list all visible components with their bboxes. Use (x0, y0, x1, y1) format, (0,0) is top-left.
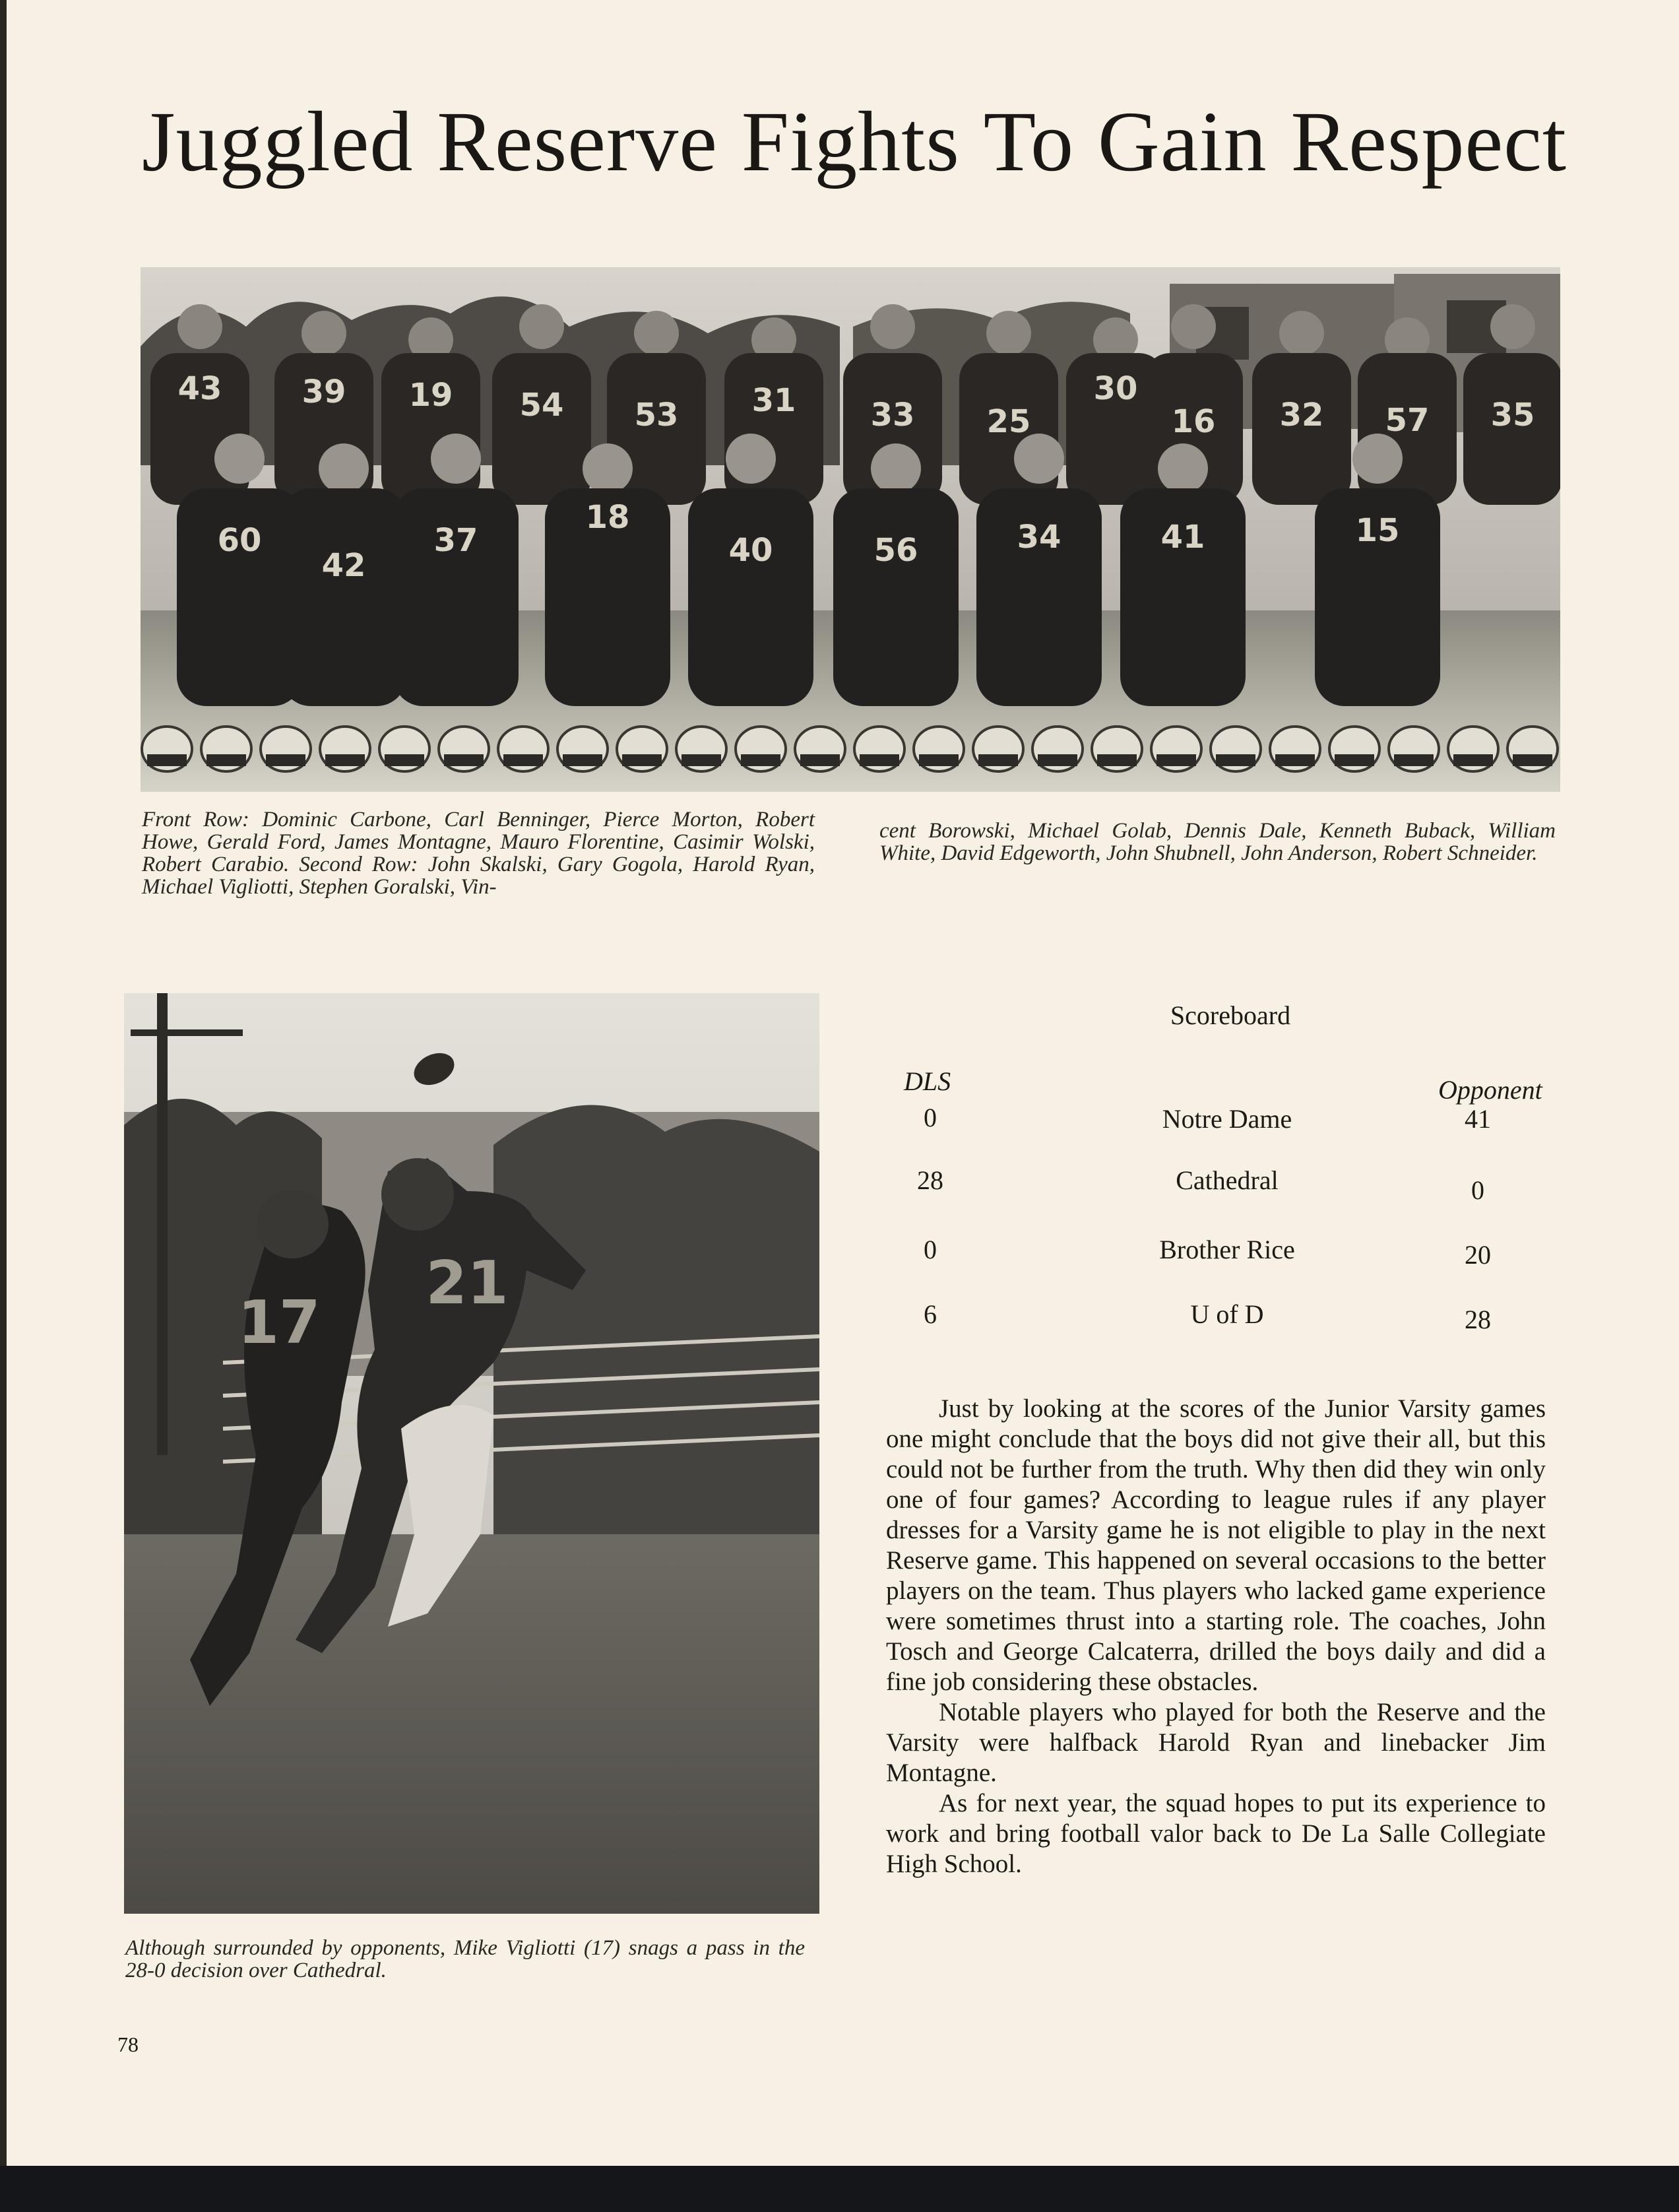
title-word: Gain (1097, 94, 1267, 189)
helmet-facemask (1513, 754, 1552, 766)
jersey-number: 41 (1160, 519, 1205, 556)
player-head (301, 311, 346, 356)
jersey-number: 31 (751, 382, 796, 419)
team-photo (141, 267, 1560, 792)
article-paragraph: Just by looking at the scores of the Junior Varsity games one might conclude that the boys did not give their all, but this could not be further from the truth. Why then did they win only one of four games? According to league rules if any player dresses for a Varsity game he is not eligible to play in the next Reserve game. This happened on several occasions to the better players on the team. Thus players who lacked game experience were sometimes thrust into a starting role. The coaches, John Tosch and George Calcaterra, drilled the boys daily and did a fine job considering these obstacles. (886, 1394, 1546, 1696)
opponent-team: Notre Dame (1162, 1104, 1292, 1134)
jersey-number: 15 (1355, 512, 1400, 549)
score-row (877, 1234, 1570, 1274)
jersey-number: 40 (728, 532, 773, 569)
jersey-number: 56 (873, 532, 918, 569)
title-word: To (983, 94, 1075, 189)
jersey-number: 18 (585, 499, 630, 536)
jersey-number: 54 (519, 387, 564, 424)
jersey-number: 33 (870, 397, 915, 434)
dls-score: 0 (924, 1103, 937, 1132)
jersey-number: 53 (634, 397, 679, 434)
opponent-score: 0 (1471, 1175, 1484, 1205)
player-head (1352, 434, 1403, 484)
helmet-facemask (1038, 754, 1077, 766)
helmet-facemask (978, 754, 1018, 766)
player-body (833, 488, 959, 706)
player-body (688, 488, 813, 706)
jersey-number: 19 (408, 377, 453, 414)
helmet-facemask (266, 754, 305, 766)
player-body (393, 488, 519, 706)
helmet-facemask (1156, 754, 1196, 766)
jersey-number: 30 (1093, 370, 1138, 407)
opponent-team: U of D (1190, 1299, 1264, 1329)
article-paragraph: Notable players who played for both the Reserve and the Varsity were halfback Harold Ryan and linebacker Jim Montagne. (886, 1698, 1546, 1787)
scoreboard-opponent-header: Opponent (1438, 1075, 1542, 1105)
helmet-facemask (563, 754, 602, 766)
player-head (726, 434, 776, 484)
team-caption-right: cent Borowski, Michael Golab, Dennis Dale, Kenneth Buback, William White, David Edgeworth, John Shubnell, John Anderson, Robert Schneider. (879, 819, 1556, 865)
team-caption-left: Front Row: Dominic Carbone, Carl Benninger, Pierce Morton, Robert Howe, Gerald Ford, James Montagne, Mauro Florentine, Casimir Wolski, Robert Carabio. Second Row: John Skalski, Gary Gogola, Harold Ryan, Michael Vigliotti, Stephen Goralski, Vin- (142, 808, 815, 899)
opponent-score: 28 (1465, 1305, 1491, 1334)
score-row (877, 1102, 1570, 1142)
title-word: Fights (741, 94, 960, 189)
scan-edge-left (0, 0, 7, 2212)
jersey-number: 35 (1490, 397, 1535, 434)
opponent-score: 41 (1465, 1104, 1491, 1134)
jersey-number: 21 (426, 1249, 509, 1318)
helmet-facemask (325, 754, 365, 766)
helmet-facemask (800, 754, 840, 766)
dls-score: 6 (924, 1299, 937, 1329)
jersey-number: 39 (301, 374, 346, 410)
jersey-number: 25 (986, 403, 1031, 440)
title-word: Juggled (142, 94, 414, 189)
dls-score: 0 (924, 1235, 937, 1264)
player-head (1158, 443, 1208, 494)
helmet-facemask (385, 754, 424, 766)
jersey-number: 42 (321, 547, 366, 584)
jersey-number: 16 (1171, 403, 1216, 440)
player-head (177, 304, 222, 349)
scan-edge-bottom (0, 2166, 1679, 2212)
helmet-facemask (1453, 754, 1493, 766)
scoreboard-dls-header: DLS (904, 1066, 951, 1096)
jersey-number: 17 (238, 1288, 321, 1357)
helmet-facemask (919, 754, 959, 766)
helmet-facemask (860, 754, 899, 766)
jersey-number: 60 (217, 522, 262, 559)
opponent-score: 20 (1465, 1240, 1491, 1270)
helmet-facemask (503, 754, 543, 766)
player-head (634, 311, 679, 356)
player-body (281, 488, 406, 706)
jersey-number: 43 (177, 370, 222, 407)
page-number: 78 (117, 2033, 139, 2056)
player-head (1171, 304, 1216, 349)
helmet-facemask (1216, 754, 1255, 766)
helmet-facemask (1097, 754, 1137, 766)
player-head (1014, 434, 1064, 484)
helmet-facemask (741, 754, 780, 766)
jersey-number: 37 (433, 522, 478, 559)
dls-score: 28 (917, 1165, 943, 1195)
player-head (986, 311, 1031, 356)
player-head (871, 443, 921, 494)
helmet-facemask (444, 754, 484, 766)
jersey-number: 34 (1017, 519, 1061, 556)
helmet-facemask (622, 754, 662, 766)
score-row (877, 1299, 1570, 1338)
scoreboard-title: Scoreboard (1170, 1000, 1291, 1030)
page-title (142, 86, 1567, 198)
score-row (877, 1165, 1570, 1204)
player-head (431, 434, 481, 484)
helmet-facemask (147, 754, 187, 766)
helmet-facemask (1275, 754, 1315, 766)
player-body (381, 353, 480, 505)
player-head (214, 434, 265, 484)
helmet-facemask (1335, 754, 1374, 766)
player-head (1279, 311, 1324, 356)
jersey-number: 57 (1385, 402, 1430, 439)
player-head (519, 304, 564, 349)
player-body (724, 353, 823, 505)
helmet-facemask (206, 754, 246, 766)
jersey-number: 32 (1279, 397, 1324, 434)
player-head (870, 304, 915, 349)
player-head (583, 443, 633, 494)
opponent-team: Brother Rice (1159, 1235, 1295, 1264)
opponent-team: Cathedral (1176, 1165, 1279, 1195)
player-head (319, 443, 369, 494)
article-body (886, 1394, 1546, 1879)
player-body (492, 353, 591, 505)
title-word: Reserve (437, 94, 718, 189)
helmet-facemask (681, 754, 721, 766)
title-word: Respect (1290, 94, 1567, 189)
player-head (1490, 304, 1535, 349)
action-photo (124, 993, 819, 1914)
article-paragraph: As for next year, the squad hopes to put its experience to work and bring football valor back to De La Salle Collegiate High School. (886, 1789, 1546, 1878)
action-photo-caption: Although surrounded by opponents, Mike Vigliotti (17) snags a pass in the 28-0 decision over Cathedral. (125, 1936, 805, 1982)
helmet-facemask (1394, 754, 1434, 766)
